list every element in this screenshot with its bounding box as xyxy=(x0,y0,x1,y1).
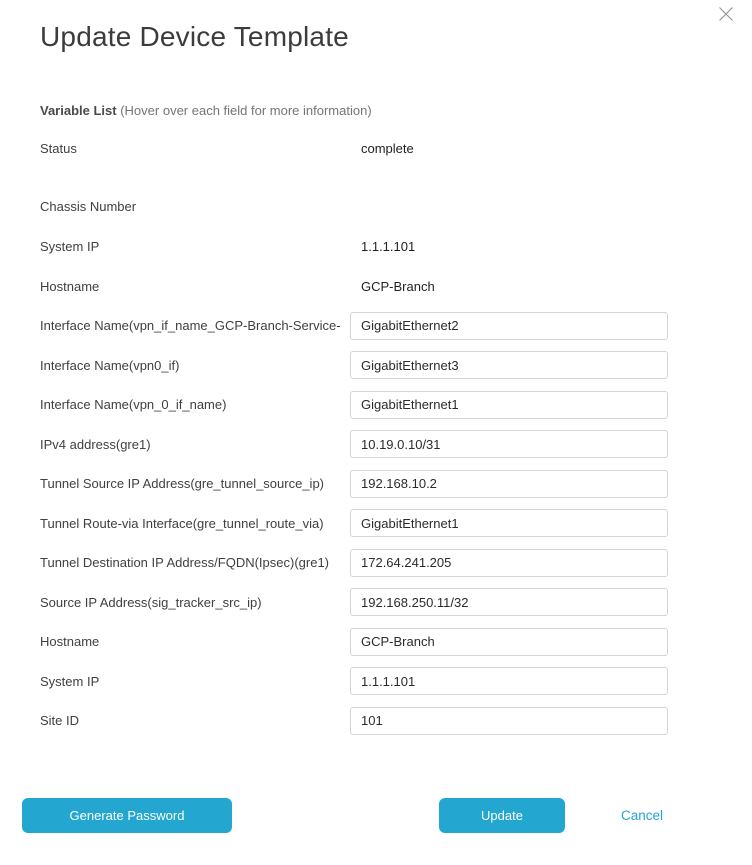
input-row-site-id xyxy=(40,701,752,741)
input-row-tunnel-destination-ip xyxy=(40,543,752,583)
variable-list-heading: Variable List xyxy=(40,103,117,118)
field-label: Hostname xyxy=(40,634,100,650)
input-row-source-ip-sig-tracker xyxy=(40,583,752,623)
tunnel-source-ip-input[interactable] xyxy=(350,470,668,498)
generate-password-button[interactable]: Generate Password xyxy=(22,798,232,833)
field-label: Chassis Number xyxy=(40,198,137,214)
input-row-interface-name-service-vpn xyxy=(40,306,752,346)
variable-list xyxy=(40,128,752,741)
input-row-tunnel-source-ip xyxy=(40,464,752,504)
field-label: Tunnel Destination IP Address/FQDN(Ipsec)(gre1) xyxy=(40,555,330,571)
field-label: Site ID xyxy=(40,713,80,729)
field-value: 1.1.1.101 xyxy=(361,238,416,254)
ipv4-address-gre1-input[interactable] xyxy=(350,430,668,458)
site-id-input[interactable] xyxy=(350,707,668,735)
interface-name-service-vpn-input[interactable] xyxy=(350,312,668,340)
input-row-interface-name-vpn0-if xyxy=(40,346,752,386)
field-label: System IP xyxy=(40,673,100,689)
static-row-status xyxy=(40,128,752,168)
update-button[interactable]: Update xyxy=(439,798,565,833)
field-label: Source IP Address(sig_tracker_src_ip) xyxy=(40,594,262,610)
input-row-ipv4-address-gre1 xyxy=(40,425,752,465)
variable-list-note: (Hover over each field for more information) xyxy=(120,103,372,118)
static-row-system-ip xyxy=(40,226,752,266)
dialog-footer xyxy=(0,798,752,833)
input-row-hostname xyxy=(40,622,752,662)
field-label: IPv4 address(gre1) xyxy=(40,436,151,452)
tunnel-destination-ip-input[interactable] xyxy=(350,549,668,577)
field-label: System IP xyxy=(40,238,100,254)
close-icon[interactable] xyxy=(717,5,735,23)
cancel-button[interactable]: Cancel xyxy=(620,808,663,823)
interface-name-vpn-0-if-name-input[interactable] xyxy=(350,391,668,419)
field-value: GCP-Branch xyxy=(361,278,435,294)
field-label: Interface Name(vpn0_if) xyxy=(40,357,180,373)
field-label: Interface Name(vpn_0_if_name) xyxy=(40,397,227,413)
field-label: Interface Name(vpn_if_name_GCP-Branch-Service- xyxy=(40,318,341,334)
field-label: Tunnel Source IP Address(gre_tunnel_source_ip) xyxy=(40,476,325,492)
hostname-input[interactable] xyxy=(350,628,668,656)
page-title: Update Device Template xyxy=(40,21,349,52)
input-row-tunnel-route-via-interface xyxy=(40,504,752,544)
footer-actions xyxy=(439,798,663,833)
static-row-hostname xyxy=(40,266,752,306)
system-ip-input[interactable] xyxy=(350,667,668,695)
variable-list-section-heading xyxy=(40,103,712,118)
field-label: Tunnel Route-via Interface(gre_tunnel_route_via) xyxy=(40,515,324,531)
field-label: Hostname xyxy=(40,278,100,294)
input-row-interface-name-vpn-0-if-name xyxy=(40,385,752,425)
static-row-chassis-number xyxy=(40,186,752,226)
input-row-system-ip xyxy=(40,662,752,702)
field-value: complete xyxy=(361,140,414,156)
source-ip-sig-tracker-input[interactable] xyxy=(350,588,668,616)
field-label: Status xyxy=(40,140,77,156)
tunnel-route-via-interface-input[interactable] xyxy=(350,509,668,537)
interface-name-vpn0-if-input[interactable] xyxy=(350,351,668,379)
